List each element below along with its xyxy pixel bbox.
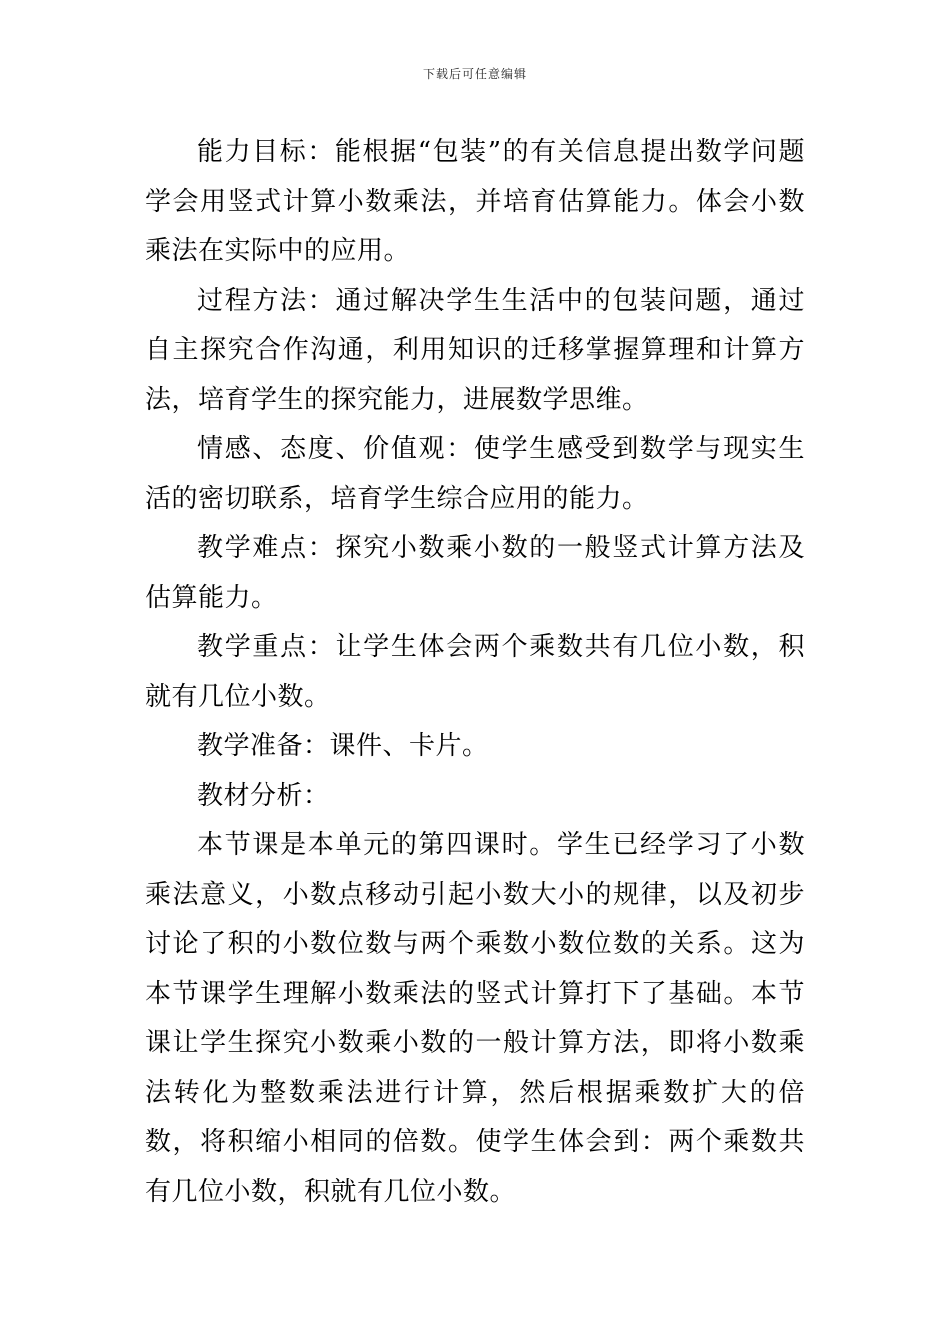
document-body <box>145 128 805 1217</box>
paragraph-material-analysis-heading: 教材分析： <box>197 780 330 811</box>
paragraph-material-analysis-body: 本节课是本单元的第四课时。学生已经学习了小数乘法意义，小数点移动引起小数大小的规律，以及初步讨论了积的小数位数与两个乘数小数位数的关系。这为本节课学生理解小数乘法的竖式计算打下了基础。本节课让学生探究小数乘小数的一般计算方法，即将小数乘法转化为整数乘法进行计算，然后根据乘数扩大的倍数，将积缩小相同的倍数。使学生体会到：两个乘数共有几位小数，积就有几位小数。 <box>145 830 805 1207</box>
paragraph-process-method: 过程方法：通过解决学生生活中的包装问题，通过自主探究合作沟通，利用知识的迁移掌握算理和计算方法，培育学生的探究能力，进展数学思维。 <box>145 285 805 415</box>
paragraph-teaching-focus: 教学重点：让学生体会两个乘数共有几位小数，积就有几位小数。 <box>145 632 805 712</box>
paragraph-teaching-difficulty: 教学难点：探究小数乘小数的一般竖式计算方法及估算能力。 <box>145 533 805 613</box>
paragraph-ability-goal: 能力目标：能根据“包装”的有关信息提出数学问题学会用竖式计算小数乘法，并培育估算能力。体会小数乘法在实际中的应用。 <box>145 137 805 266</box>
paragraph-teaching-preparation: 教学准备：课件、卡片。 <box>197 731 489 761</box>
header-note: 下载后可任意编辑 <box>422 67 527 81</box>
paragraph-emotion-attitude-values: 情感、态度、价值观：使学生感受到数学与现实生活的密切联系，培育学生综合应用的能力。 <box>145 434 805 514</box>
